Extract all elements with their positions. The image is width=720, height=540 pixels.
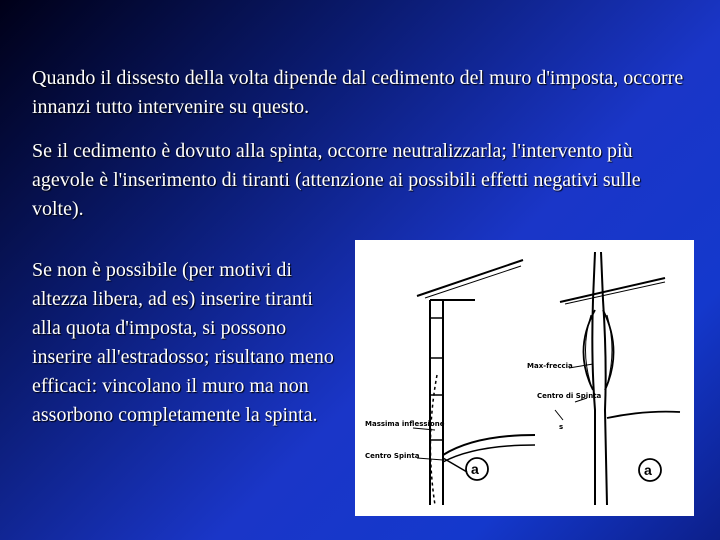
right-column-left-edge xyxy=(592,252,595,505)
label-massima-inflessione: Massima inflessione xyxy=(365,420,445,428)
paragraph-tie-rods: Se il cedimento è dovuto alla spinta, occorre neutralizzarla; l'intervento più agevole è l'inserimento di tiranti (attenzione ai possibili effetti negativi sulle volte). xyxy=(32,140,641,220)
label-max-freccia: Max-freccia xyxy=(527,362,573,370)
left-roof-underside xyxy=(425,266,521,298)
label-centro-di-spinta: Centro di Spinta xyxy=(537,392,602,400)
paragraph-extrados: Se non è possibile (per motivi di altezza libera, ad es) inserire tiranti alla quota d'imposta, si possono inserire all'estradosso; risultano meno efficaci: vincolano il muro ma non assorbono completamente la spinta. xyxy=(32,259,334,426)
label-centro-spinta-left: Centro Spinta xyxy=(365,452,420,460)
label-s: s xyxy=(559,423,564,431)
left-roof-line xyxy=(417,260,523,296)
right-column-right-edge xyxy=(601,252,607,505)
structural-diagram xyxy=(355,240,694,516)
left-panel-label: a xyxy=(471,461,479,477)
right-vault xyxy=(607,412,680,418)
paragraph-intro: Quando il dissesto della volta dipende dal cedimento del muro d'imposta, occorre innanzi tutto intervenire su questo. xyxy=(32,67,684,118)
left-window-upper xyxy=(430,318,443,358)
right-panel-label: a xyxy=(644,462,652,478)
right-roof-line xyxy=(560,278,665,302)
